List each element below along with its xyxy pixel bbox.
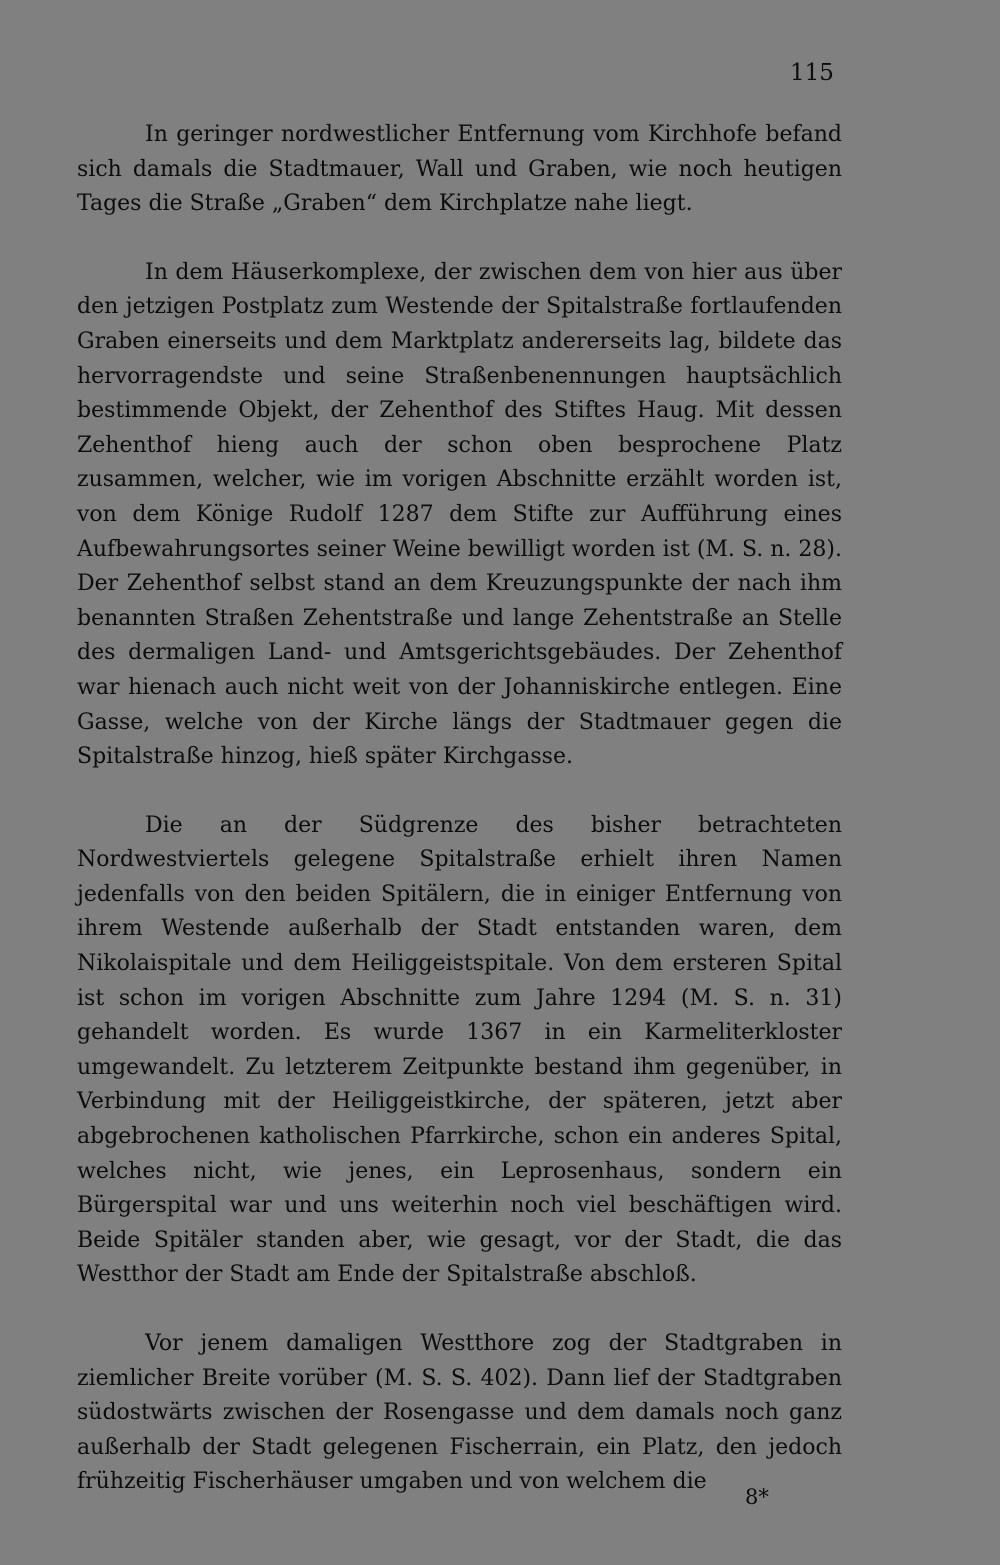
paragraph-2: In dem Häuserkomplexe, der zwischen dem von hier aus über den jetzigen Postplatz zum Westende der Spitalstraße fortlaufenden Graben einerseits und dem Marktplatz andererseits lag, bildete das hervorragendste und seine Straßenbenennungen hauptsächlich bestimmende Objekt, der Zehenthof des Stiftes Haug. Mit dessen Zehenthof hieng auch der schon oben besprochene Platz zusammen, welcher, wie im vorigen Abschnitte erzählt worden ist, von dem Könige Rudolf 1287 dem Stifte zur Aufführung eines Aufbewahrungsortes seiner Weine bewilligt worden ist (M. S. n. 28). Der Zehenthof selbst stand an dem Kreuzungspunkte der nach ihm benannten Straßen Zehentstraße und lange Zehentstraße an Stelle des dermaligen Land- und Amtsgerichtsgebäudes. Der Zehenthof war hienach auch nicht weit von der Johanniskirche entlegen. Eine Gasse, welche von der Kirche längs der Stadtmauer gegen die Spitalstraße hinzog, hieß später Kirchgasse. bbox=[77, 259, 842, 770]
page-body bbox=[77, 118, 842, 1500]
paragraph-4: Vor jenem damaligen Westthore zog der Stadtgraben in ziemlicher Breite vorüber (M. S. S. 402). Dann lief der Stadtgraben südostwärts zwischen der Rosengasse und dem damals noch ganz außerhalb der Stadt gelegenen Fischerrain, ein Platz, den jedoch frühzeitig Fischerhäuser umgaben und von welchem die bbox=[77, 1331, 842, 1495]
page-number: 115 bbox=[790, 60, 834, 86]
paragraph-3: Die an der Südgrenze des bisher betrachteten Nordwestviertels gelegene Spitalstraße erhielt ihren Namen jedenfalls von den beiden Spitälern, die in einiger Entfernung von ihrem Westende außerhalb der Stadt entstanden waren, dem Nikolaispitale und dem Heiliggeistspitale. Von dem ersteren Spital ist schon im vorigen Abschnitte zum Jahre 1294 (M. S. n. 31) gehandelt worden. Es wurde 1367 in ein Karmeliterkloster umgewandelt. Zu letzterem Zeitpunkte bestand ihm gegenüber, in Verbindung mit der Heiliggeistkirche, der späteren, jetzt aber abgebrochenen katholischen Pfarrkirche, schon ein anderes Spital, welches nicht, wie jenes, ein Leprosenhaus, sondern ein Bürgerspital war und uns weiterhin noch viel beschäftigen wird. Beide Spitäler standen aber, wie gesagt, vor der Stadt, die das Westthor der Stadt am Ende der Spitalstraße abschloß. bbox=[77, 812, 842, 1288]
signature-mark: 8* bbox=[745, 1485, 769, 1509]
paragraph-1: In geringer nordwestlicher Entfernung vom Kirchhofe befand sich damals die Stadtmauer, Wall und Graben, wie noch heutigen Tages die Straße „Graben“ dem Kirchplatze nahe liegt. bbox=[77, 122, 842, 217]
